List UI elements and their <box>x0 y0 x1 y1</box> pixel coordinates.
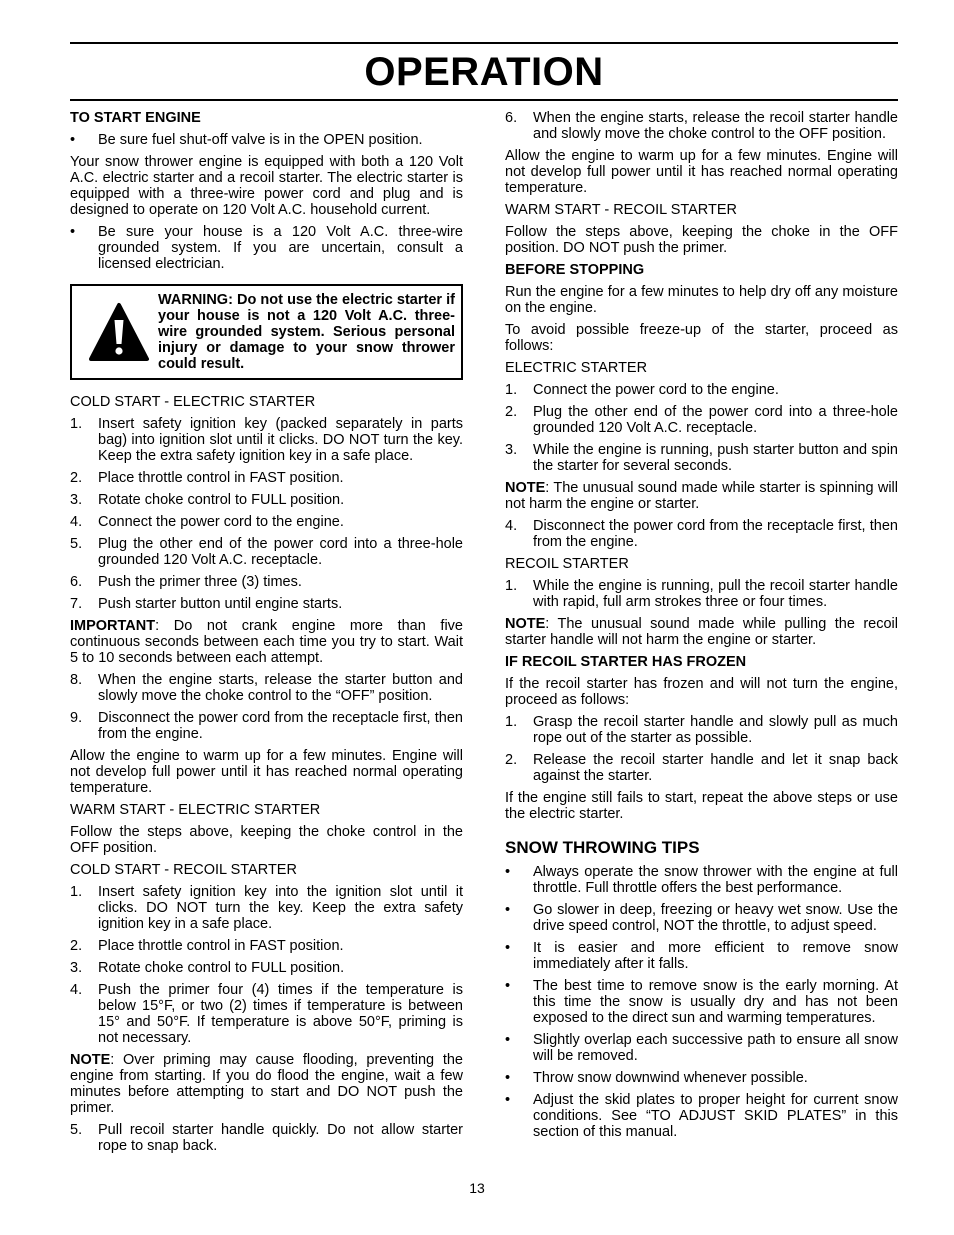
cold-start-recoil-heading: COLD START - RECOIL STARTER <box>70 862 297 878</box>
bullet-item <box>505 1070 898 1086</box>
intro-paragraph: Your snow thrower engine is equipped with both a 120 Volt A.C. electric starter and a recoil starter. The electric starter is equipped with a three-wire power cord and plug and is designed to operate on 120 Volt A.C. household current. <box>70 154 463 218</box>
warning-icon <box>80 302 158 362</box>
item-text: While the engine is running, push starter button and spin the starter for several seconds. <box>533 442 898 474</box>
item-number: 5. <box>70 536 83 552</box>
to-start-engine-heading: TO START ENGINE <box>70 110 201 126</box>
bullet-item <box>505 1092 898 1140</box>
item-number: 5. <box>70 1122 83 1138</box>
warning-box <box>70 284 463 380</box>
page-number: 13 <box>469 1180 485 1196</box>
list-item <box>70 416 463 464</box>
warning-text: WARNING: Do not use the electric starter if your house is not a 120 Volt A.C. three-wire grounded system. Serious personal injury or damage to your snow thrower could result. <box>158 292 455 372</box>
item-number: 4. <box>505 518 518 534</box>
warm-start-recoil-text: Follow the steps above, keeping the choke in the OFF position. DO NOT push the primer. <box>505 224 898 256</box>
list-item <box>70 470 463 486</box>
item-text: Rotate choke control to FULL position. <box>98 960 345 976</box>
warmup-paragraph: Allow the engine to warm up for a few minutes. Engine will not develop full power until it has reached normal operating temperature. <box>70 748 463 796</box>
bullet-text: Go slower in deep, freezing or heavy wet snow. Use the drive speed control, NOT the throttle, to adjust speed. <box>533 902 898 934</box>
right-column <box>505 110 898 1146</box>
note-text: : The unusual sound made while pulling the recoil starter handle will not harm the engine or starter. <box>505 616 898 648</box>
warm-start-electric-heading: WARM START - ELECTRIC STARTER <box>70 802 321 818</box>
important-paragraph <box>70 618 463 666</box>
bullet-item <box>70 224 463 272</box>
frozen-starter-text: If the recoil starter has frozen and will not turn the engine, proceed as follows: <box>505 676 898 708</box>
title-underline <box>70 99 898 101</box>
note-label: NOTE <box>505 480 546 496</box>
list-item <box>70 672 463 704</box>
note-paragraph <box>505 480 898 512</box>
top-rule <box>70 42 898 44</box>
item-text: While the engine is running, pull the recoil starter handle with rapid, full arm strokes three or four times. <box>533 578 898 610</box>
bullet-item <box>505 864 898 896</box>
item-text: Rotate choke control to FULL position. <box>98 492 345 508</box>
bullet-mark: • <box>70 132 76 148</box>
item-text: Plug the other end of the power cord into a three-hole grounded 120 Volt A.C. receptacle. <box>98 536 463 568</box>
item-text: Insert safety ignition key into the ignition slot until it clicks. DO NOT turn the key. Keep the extra safety ignition key in a safe place. <box>98 884 463 932</box>
important-label: IMPORTANT <box>70 618 156 634</box>
item-text: When the engine starts, release the recoil starter handle and slowly move the choke control to the OFF position. <box>533 110 898 142</box>
list-item <box>70 884 463 932</box>
before-stopping-heading: BEFORE STOPPING <box>505 262 645 278</box>
bullet-text: Slightly overlap each successive path to ensure all snow will be removed. <box>533 1032 898 1064</box>
item-number: 6. <box>70 574 83 590</box>
item-text: Disconnect the power cord from the receptacle first, then from the engine. <box>533 518 898 550</box>
note-paragraph <box>505 616 898 648</box>
page-title: OPERATION <box>364 50 604 94</box>
item-text: Push the primer three (3) times. <box>98 574 302 590</box>
item-number: 2. <box>70 470 83 486</box>
item-number: 2. <box>505 404 518 420</box>
item-number: 9. <box>70 710 83 726</box>
item-text: Insert safety ignition key (packed separately in parts bag) into ignition slot until it clicks. DO NOT turn the key. Keep the extra safety ignition key in a safe place. <box>98 416 463 464</box>
bullet-text: Be sure fuel shut-off valve is in the OPEN position. <box>98 132 423 148</box>
frozen-starter-end-text: If the engine still fails to start, repeat the above steps or use the electric starter. <box>505 790 898 822</box>
bullet-text: Be sure your house is a 120 Volt A.C. three-wire grounded system. If you are uncertain, consult a licensed electrician. <box>98 224 463 272</box>
item-number: 8. <box>70 672 83 688</box>
recoil-starter-heading: RECOIL STARTER <box>505 556 629 572</box>
bullet-mark: • <box>505 1032 511 1048</box>
item-number: 3. <box>70 492 83 508</box>
before-stopping-text: Run the engine for a few minutes to help dry off any moisture on the engine. <box>505 284 898 316</box>
item-number: 3. <box>70 960 83 976</box>
left-column <box>70 110 463 1160</box>
item-text: Grasp the recoil starter handle and slowly pull as much rope out of the starter as possible. <box>533 714 898 746</box>
item-text: Push the primer four (4) times if the temperature is below 15°F, or two (2) times if temperature is between 15° and 50°F. If temperature is above 50°F, priming is not necessary. <box>98 982 463 1046</box>
note-label: NOTE <box>70 1052 111 1068</box>
note-text: : The unusual sound made while starter is spinning will not harm the engine or starter. <box>505 480 898 512</box>
bullet-mark: • <box>505 1070 511 1086</box>
bullet-mark: • <box>505 1092 511 1108</box>
item-text: Place throttle control in FAST position. <box>98 470 344 486</box>
bullet-item <box>505 978 898 1026</box>
item-text: Place throttle control in FAST position. <box>98 938 344 954</box>
bullet-text: It is easier and more efficient to remove snow immediately after it falls. <box>533 940 898 972</box>
list-item <box>70 938 463 954</box>
bullet-mark: • <box>505 978 511 994</box>
item-number: 2. <box>505 752 518 768</box>
bullet-item <box>505 1032 898 1064</box>
item-text: When the engine starts, release the starter button and slowly move the choke control to the “OFF” position. <box>98 672 463 704</box>
list-item <box>505 518 898 550</box>
item-number: 1. <box>505 382 518 398</box>
warm-start-electric-text: Follow the steps above, keeping the choke control in the OFF position. <box>70 824 463 856</box>
item-number: 1. <box>70 884 83 900</box>
electric-starter-heading: ELECTRIC STARTER <box>505 360 648 376</box>
bullet-mark: • <box>70 224 76 240</box>
list-item <box>70 1122 463 1154</box>
list-item <box>505 752 898 784</box>
item-number: 7. <box>70 596 83 612</box>
item-number: 1. <box>70 416 83 432</box>
note-paragraph <box>70 1052 463 1116</box>
snow-throwing-tips-heading: SNOW THROWING TIPS <box>505 838 700 857</box>
item-text: Connect the power cord to the engine. <box>533 382 779 398</box>
bullet-mark: • <box>505 940 511 956</box>
list-item <box>505 404 898 436</box>
item-number: 6. <box>505 110 518 126</box>
item-text: Release the recoil starter handle and let it snap back against the starter. <box>533 752 898 784</box>
bullet-item <box>505 902 898 934</box>
bullet-item <box>70 132 463 148</box>
item-text: Disconnect the power cord from the receptacle first, then from the engine. <box>98 710 463 742</box>
list-item <box>70 514 463 530</box>
item-number: 3. <box>505 442 518 458</box>
warmup-paragraph: Allow the engine to warm up for a few minutes. Engine will not develop full power until it has reached normal operating temperature. <box>505 148 898 196</box>
bullet-mark: • <box>505 864 511 880</box>
bullet-text: The best time to remove snow is the early morning. At this time the snow is usually dry and has not been exposed to the direct sun and warming temperatures. <box>533 978 898 1026</box>
list-item <box>505 578 898 610</box>
bullet-text: Adjust the skid plates to proper height for current snow conditions. See “TO ADJUST SKID PLATES” in this section of this manual. <box>533 1092 898 1140</box>
list-item <box>70 536 463 568</box>
freeze-up-text: To avoid possible freeze-up of the starter, proceed as follows: <box>505 322 898 354</box>
item-text: Pull recoil starter handle quickly. Do not allow starter rope to snap back. <box>98 1122 463 1154</box>
item-text: Push starter button until engine starts. <box>98 596 343 612</box>
note-text: : Over priming may cause flooding, preventing the engine from starting. If you do flood the engine, wait a few minutes before attempting to start and DO NOT push the primer. <box>70 1052 463 1116</box>
list-item <box>505 110 898 142</box>
item-number: 2. <box>70 938 83 954</box>
list-item <box>70 492 463 508</box>
item-number: 1. <box>505 578 518 594</box>
important-text: : Do not crank engine more than five continuous seconds between each time you try to start. Wait 5 to 10 seconds between each attempt. <box>70 618 463 666</box>
list-item <box>505 382 898 398</box>
cold-start-electric-heading: COLD START - ELECTRIC STARTER <box>70 394 316 410</box>
list-item <box>70 596 463 612</box>
bullet-mark: • <box>505 902 511 918</box>
item-number: 4. <box>70 514 83 530</box>
warm-start-recoil-heading: WARM START - RECOIL STARTER <box>505 202 738 218</box>
list-item <box>505 442 898 474</box>
bullet-text: Always operate the snow thrower with the engine at full throttle. Full throttle offers the best performance. <box>533 864 898 896</box>
list-item <box>70 982 463 1046</box>
item-number: 1. <box>505 714 518 730</box>
list-item <box>505 714 898 746</box>
list-item <box>70 574 463 590</box>
item-text: Plug the other end of the power cord into a three-hole grounded 120 Volt A.C. receptacle. <box>533 404 898 436</box>
list-item <box>70 960 463 976</box>
item-number: 4. <box>70 982 83 998</box>
list-item <box>70 710 463 742</box>
note-label: NOTE <box>505 616 546 632</box>
bullet-text: Throw snow downwind whenever possible. <box>533 1070 808 1086</box>
frozen-starter-heading: IF RECOIL STARTER HAS FROZEN <box>505 654 747 670</box>
item-text: Connect the power cord to the engine. <box>98 514 344 530</box>
bullet-item <box>505 940 898 972</box>
